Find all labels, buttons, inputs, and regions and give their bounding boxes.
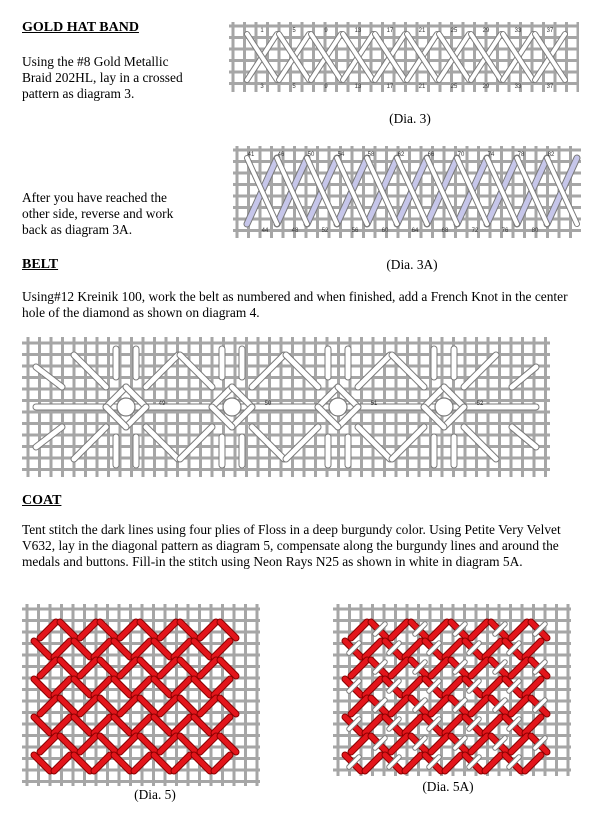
belt-arm-stitch — [180, 427, 212, 459]
velvet-stitch-red — [200, 736, 216, 752]
canvas-thread-vertical — [381, 22, 384, 92]
canvas-thread-horizontal — [233, 229, 581, 232]
velvet-stitch-red — [200, 622, 216, 638]
velvet-stitch-red — [351, 622, 367, 638]
dia3a-stitch-number: 82 — [547, 152, 555, 158]
dia3a-stitch-number: 76 — [501, 228, 509, 234]
canvas-thread-vertical — [335, 22, 338, 92]
velvet-stitch-red — [471, 622, 487, 638]
canvas-thread-horizontal — [22, 711, 260, 714]
dia3-stitch-number: 33 — [514, 84, 522, 90]
dia3-stitch-number: 9 — [324, 84, 328, 90]
canvas-thread-vertical — [27, 337, 30, 477]
french-knot — [329, 398, 347, 416]
dia3a-stitch-number: 62 — [397, 152, 405, 158]
velvet-stitch-red — [154, 679, 170, 695]
dia3a-stitch-number: 58 — [367, 152, 375, 158]
velvet-stitch-red — [194, 679, 210, 695]
canvas-thread-horizontal — [233, 149, 581, 152]
dia3a-stitch-number: 52 — [321, 228, 329, 234]
dia3-stitch-number: 25 — [450, 28, 458, 34]
dia3a-stitch-number: 60 — [381, 228, 389, 234]
velvet-stitch-red — [120, 622, 136, 638]
dia3a-stitch-number: 74 — [487, 152, 495, 158]
dia3-stitch-number: 5 — [292, 84, 296, 90]
dia3a-stitch-number: 78 — [517, 152, 525, 158]
dia3-stitch-number: 17 — [386, 84, 394, 90]
velvet-stitch-red — [80, 736, 96, 752]
dia3-stitch-number: 9 — [324, 28, 328, 34]
dia3-stitch-number: 33 — [514, 28, 522, 34]
belt-arm-stitch — [146, 355, 178, 387]
belt-stitch-number: 51 — [370, 401, 378, 407]
canvas-thread-vertical — [282, 146, 285, 238]
diagram-4 — [22, 337, 550, 477]
gold-hat-band-heading: GOLD HAT BAND — [22, 20, 139, 35]
canvas-thread-horizontal — [22, 422, 550, 425]
dia3-stitch-number: 1 — [260, 28, 264, 34]
canvas-thread-vertical — [462, 22, 465, 92]
canvas-thread-vertical — [374, 146, 377, 238]
dia3-stitch-number: 5 — [292, 28, 296, 34]
velvet-stitch-red — [391, 622, 407, 638]
canvas-thread-horizontal — [22, 399, 550, 402]
velvet-stitch-red — [114, 679, 130, 695]
dia3a-stitch-number: 66 — [427, 152, 435, 158]
canvas-thread-vertical — [542, 22, 545, 92]
canvas-thread-horizontal — [22, 780, 260, 783]
canvas-thread-vertical — [577, 22, 580, 92]
velvet-stitch-red — [160, 622, 176, 638]
diagram-5a-caption: (Dia. 5A) — [422, 779, 474, 794]
canvas-thread-horizontal — [22, 608, 260, 611]
canvas-thread-horizontal — [333, 677, 571, 680]
belt-arm-stitch — [146, 427, 178, 459]
dia3a-stitch-number: 54 — [337, 152, 345, 158]
diagram-5-caption: (Dia. 5) — [134, 787, 176, 802]
canvas-thread-vertical — [255, 22, 258, 92]
velvet-stitch-red — [431, 736, 447, 752]
belt-instruction: Using#12 Kreinik 100, work the belt as numbered and when finished, add a French Knot in the center hole of the diamond as shown on diagram 4. — [22, 289, 568, 320]
gold-hat-band-instruction-1: Using the #8 Gold Metallic Braid 202HL, lay in a crossed pattern as diagram 3. — [22, 54, 183, 101]
belt-stitch-number: 52 — [476, 401, 484, 407]
belt-arm-stitch — [464, 427, 496, 459]
belt-arm-stitch — [74, 355, 106, 387]
canvas-thread-horizontal — [333, 608, 571, 611]
diagram-3a-caption: (Dia. 3A) — [386, 257, 438, 272]
canvas-thread-vertical — [431, 146, 434, 238]
canvas-thread-horizontal — [229, 25, 579, 28]
canvas-thread-horizontal — [22, 746, 260, 749]
canvas-thread-vertical — [523, 146, 526, 238]
canvas-thread-horizontal — [22, 411, 550, 414]
diagram-3-caption: (Dia. 3) — [389, 111, 431, 126]
velvet-stitch-red — [40, 622, 56, 638]
canvas-thread-vertical — [427, 22, 430, 92]
belt-stitch-number: 49 — [158, 401, 166, 407]
dia3-stitch-number: 29 — [482, 84, 490, 90]
velvet-stitch-red — [351, 736, 367, 752]
french-knot — [117, 398, 135, 416]
canvas-thread-horizontal — [22, 445, 550, 448]
belt-arm-stitch — [286, 355, 318, 387]
velvet-stitch-red — [40, 736, 56, 752]
dia3a-stitch-number: 50 — [307, 152, 315, 158]
diagram-3a — [233, 146, 581, 238]
canvas-thread-vertical — [420, 146, 423, 238]
canvas-thread-horizontal — [22, 342, 550, 345]
dia3-stitch-number: 17 — [386, 28, 394, 34]
velvet-stitch-red — [511, 622, 527, 638]
belt-arm-stitch — [286, 427, 318, 459]
dia3-stitch-number: 21 — [418, 84, 426, 90]
canvas-thread-horizontal — [22, 677, 260, 680]
belt-stitch-number: 50 — [264, 401, 272, 407]
dia3a-stitch-number: 56 — [351, 228, 359, 234]
dia3-stitch-number: 13 — [354, 28, 362, 34]
gold-hat-band-instruction-2: After you have reached the other side, reverse and work back as diagram 3A. — [22, 190, 174, 237]
canvas-thread-vertical — [508, 22, 511, 92]
canvas-thread-vertical — [544, 337, 547, 477]
canvas-thread-horizontal — [22, 468, 550, 471]
dia3-stitch-number: 3 — [260, 84, 264, 90]
canvas-thread-vertical — [266, 22, 269, 92]
canvas-thread-vertical — [232, 22, 235, 92]
velvet-stitch-red — [471, 736, 487, 752]
belt-heading: BELT — [22, 257, 59, 272]
canvas-thread-vertical — [301, 22, 304, 92]
diagram-5a — [333, 604, 571, 776]
belt-arm-stitch — [180, 355, 212, 387]
velvet-stitch-red — [34, 679, 50, 695]
dia3a-stitches — [247, 158, 577, 224]
dia3a-stitch-number: 44 — [261, 228, 269, 234]
canvas-thread-vertical — [328, 146, 331, 238]
coat-heading: COAT — [22, 493, 62, 508]
dia3a-stitch-number: 64 — [411, 228, 419, 234]
velvet-stitch-red — [80, 622, 96, 638]
dia3-stitch-number: 29 — [482, 28, 490, 34]
velvet-stitch-red — [431, 622, 447, 638]
dia3a-stitch-number: 48 — [291, 228, 299, 234]
velvet-stitch-red — [391, 736, 407, 752]
dia3-stitch-number: 37 — [546, 28, 554, 34]
canvas-thread-horizontal — [233, 160, 581, 163]
belt-arm-stitch — [74, 427, 106, 459]
canvas-thread-vertical — [554, 22, 557, 92]
diagram-5 — [22, 604, 260, 786]
canvas-thread-vertical — [569, 146, 572, 238]
dia3-stitch-number: 37 — [546, 84, 554, 90]
canvas-thread-vertical — [236, 146, 239, 238]
diagram-3 — [229, 22, 579, 92]
dia3-stitch-number: 21 — [418, 28, 426, 34]
dia3-stitch-number: 13 — [354, 84, 362, 90]
canvas-thread-vertical — [477, 146, 480, 238]
canvas-thread-vertical — [347, 22, 350, 92]
canvas-thread-horizontal — [22, 388, 550, 391]
velvet-stitch-red — [511, 736, 527, 752]
dia3a-stitch-number: 70 — [457, 152, 465, 158]
dia3a-stitch-number: 72 — [471, 228, 479, 234]
canvas-thread-horizontal — [233, 218, 581, 221]
coat-instruction: Tent stitch the dark lines using four plies of Floss in a deep burgundy color. Using Petite Very Velvet V632, lay in the diagonal pattern as diagram 5, compensate along the burgundy lines and around the medals and buttons. Fill-in the stitch using Neon Rays N25 as shown in white in diagram 5A. — [22, 522, 561, 569]
canvas-thread-horizontal — [229, 59, 579, 62]
velvet-stitch-red — [160, 736, 176, 752]
dia3a-stitch-number: 68 — [441, 228, 449, 234]
dia3a-stitch-number: 41 — [247, 152, 255, 158]
dia3a-stitch-number: 80 — [531, 228, 539, 234]
canvas-thread-horizontal — [22, 365, 550, 368]
velvet-stitch-red — [120, 736, 136, 752]
velvet-stitch-red — [74, 679, 90, 695]
belt-arm-stitch — [464, 355, 496, 387]
french-knot — [435, 398, 453, 416]
french-knot — [223, 398, 241, 416]
dia3-stitch-number: 25 — [450, 84, 458, 90]
dia3a-stitch-number: 46 — [277, 152, 285, 158]
